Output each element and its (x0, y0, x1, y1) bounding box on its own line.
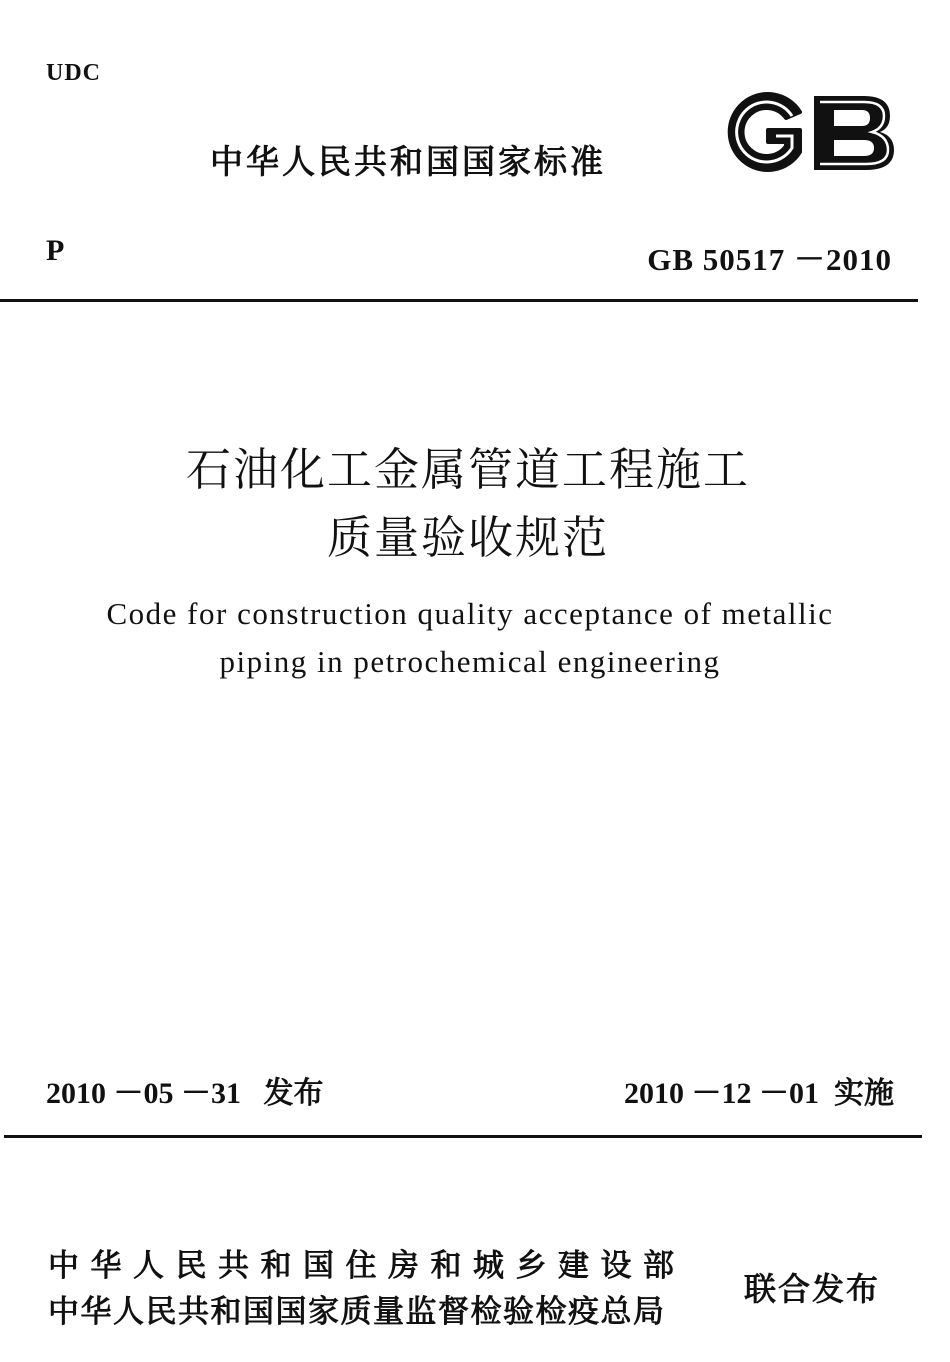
udc-label: UDC (46, 60, 101, 86)
issuer-ministry-housing: 中华人民共和国住房和城乡建设部 (48, 1248, 686, 1284)
effective-label: 实施 (834, 1076, 894, 1111)
standard-number: GB 50517 －2010 (647, 242, 892, 277)
top-divider (0, 299, 918, 302)
effective-date: 2010 －12 －01 (624, 1077, 819, 1110)
gb-logo-letter-b (814, 96, 894, 170)
gb-logo-letter-g (730, 94, 800, 170)
issue-date-block (46, 1068, 324, 1112)
title-english-line-1: Code for construction quality acceptance of metallic (106, 596, 834, 631)
issue-label: 发布 (263, 1076, 324, 1111)
title-english-line-2: piping in petrochemical engineering (219, 644, 721, 679)
bottom-divider (4, 1135, 922, 1138)
title-chinese-line-2: 质量验收规范 (326, 511, 609, 564)
joint-release-label: 联合发布 (744, 1270, 881, 1308)
gb-logo (724, 90, 896, 174)
issue-date: 2010 －05 －31 (46, 1077, 241, 1110)
effective-date-block (624, 1068, 894, 1112)
national-standard-heading: 中华人民共和国国家标准 (210, 142, 606, 181)
category-code: P (46, 234, 65, 267)
issuer-quality-supervision: 中华人民共和国国家质量监督检验检疫总局 (48, 1294, 666, 1330)
title-chinese-line-1: 石油化工金属管道工程施工 (185, 443, 750, 496)
